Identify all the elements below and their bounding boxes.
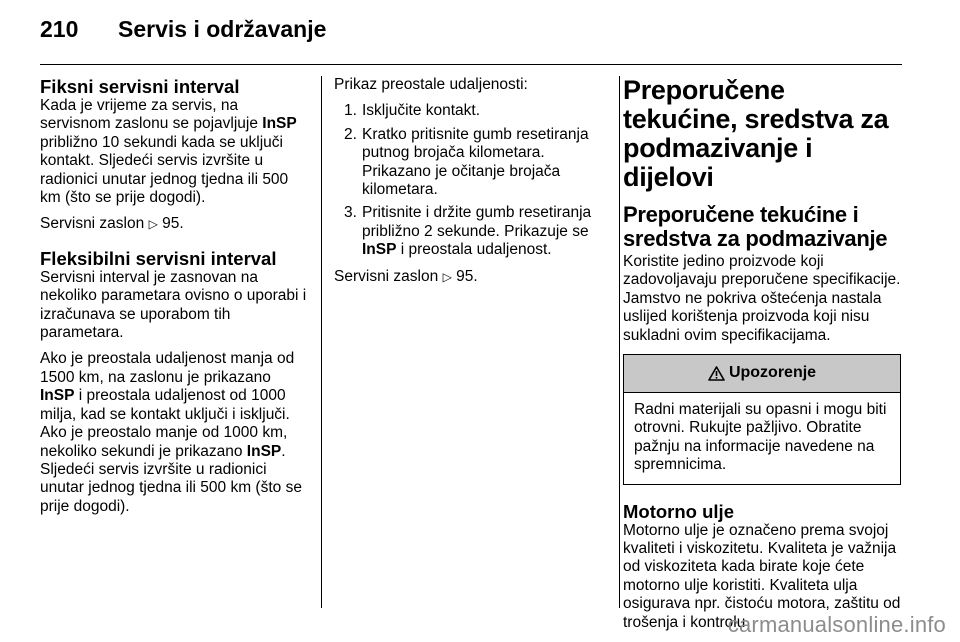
fixed-interval-heading: Fiksni servisni interval xyxy=(40,76,240,97)
remaining-distance-intro: Prikaz preostale udaljenosti: xyxy=(334,76,528,93)
flexible-interval-heading: Fleksibilni servisni interval xyxy=(40,247,277,269)
reference-arrow-icon: ▷ xyxy=(148,217,158,232)
engine-oil-paragraph: Motorno ulje je označeno prema svojoj kvaliteti i viskozitetu. Kvaliteta je važnija od viskoziteta kada birate koje ćete motorno ulje koristiti. Kvaliteta ulja osigurava npr. čistoću motora, zaštitu od trošenja i kontrolu xyxy=(623,521,901,631)
list-item: 1. Isključite kontakt. xyxy=(344,102,481,120)
watermark: carmanualsonline.info xyxy=(727,612,946,637)
column-1 xyxy=(40,76,308,524)
fixed-interval-reference: Servisni zaslon ▷ 95. xyxy=(40,215,184,233)
page-number: 210 xyxy=(40,16,79,42)
warning-triangle-icon xyxy=(708,366,725,381)
warning-header xyxy=(624,355,900,393)
warning-body: Radni materijali su opasni i mogu biti otrovni. Rukujte pažljivo. Obratite pažnju na informacije navedene na spremnicima. xyxy=(634,401,887,474)
section-main-heading: Preporučene tekućine, sredstva za podmazivanje i dijelovi xyxy=(623,75,889,192)
fluids-intro-paragraph: Koristite jedino proizvode koji zadovoljavaju preporučene specifikacije. Jamstvo ne pokriva oštećenja nastala uslijed korištenja proizvoda koji nisu sukladni ovim specifikacijama. xyxy=(623,253,901,344)
fixed-interval-paragraph: Kada je vrijeme za servis, na servisnom zaslonu se pojavljuje InSP približno 10 sekundi kada se uključi kontakt. Sljedeći servis izvršite u radionici unutar jednog tjedna ili 500 km (što se prije dogodi). xyxy=(40,97,297,207)
section-sub-heading: Preporučene tekućine i sredstva za podmazivanje xyxy=(623,202,888,251)
list-item: 2. Kratko pritisnite gumb resetiranja putnog brojača kilometara. Prikazano je očitanje brojača kilometara. xyxy=(344,125,589,199)
steps-list xyxy=(334,102,610,259)
warning-title: Upozorenje xyxy=(728,364,817,382)
engine-oil-heading: Motorno ulje xyxy=(623,500,734,522)
warning-box xyxy=(623,354,901,485)
column-3 xyxy=(623,76,903,640)
reference-arrow-icon: ▷ xyxy=(442,269,452,284)
column-2 xyxy=(334,76,610,294)
service-display-reference: Servisni zaslon ▷ 95. xyxy=(334,267,478,285)
flexible-interval-paragraph-1: Servisni interval je zasnovan na nekoliko parametara ovisno o uporabi i izračunava se uporabom tih parametara. xyxy=(40,268,307,342)
column-divider-2 xyxy=(619,76,620,608)
list-item: 3. Pritisnite i držite gumb resetiranja približno 2 sekunde. Prikazuje se InSP i preostala udaljenost. xyxy=(344,204,592,259)
column-divider-1 xyxy=(321,76,322,608)
page-header xyxy=(40,16,902,65)
flexible-interval-paragraph-2: Ako je preostala udaljenost manja od 1500 km, na zaslonu je prikazano InSP i preostala udaljenost od 1000 milja, kad se kontakt uključi i isključi. Ako je preostalo manje od 1000 km, nekoliko sekundi je prikazano InSP. Sljedeći servis izvršite u radionici unutar jednog tjedna ili 500 km (što se prije dogodi). xyxy=(40,350,302,515)
chapter-title: Servis i održavanje xyxy=(118,16,327,42)
